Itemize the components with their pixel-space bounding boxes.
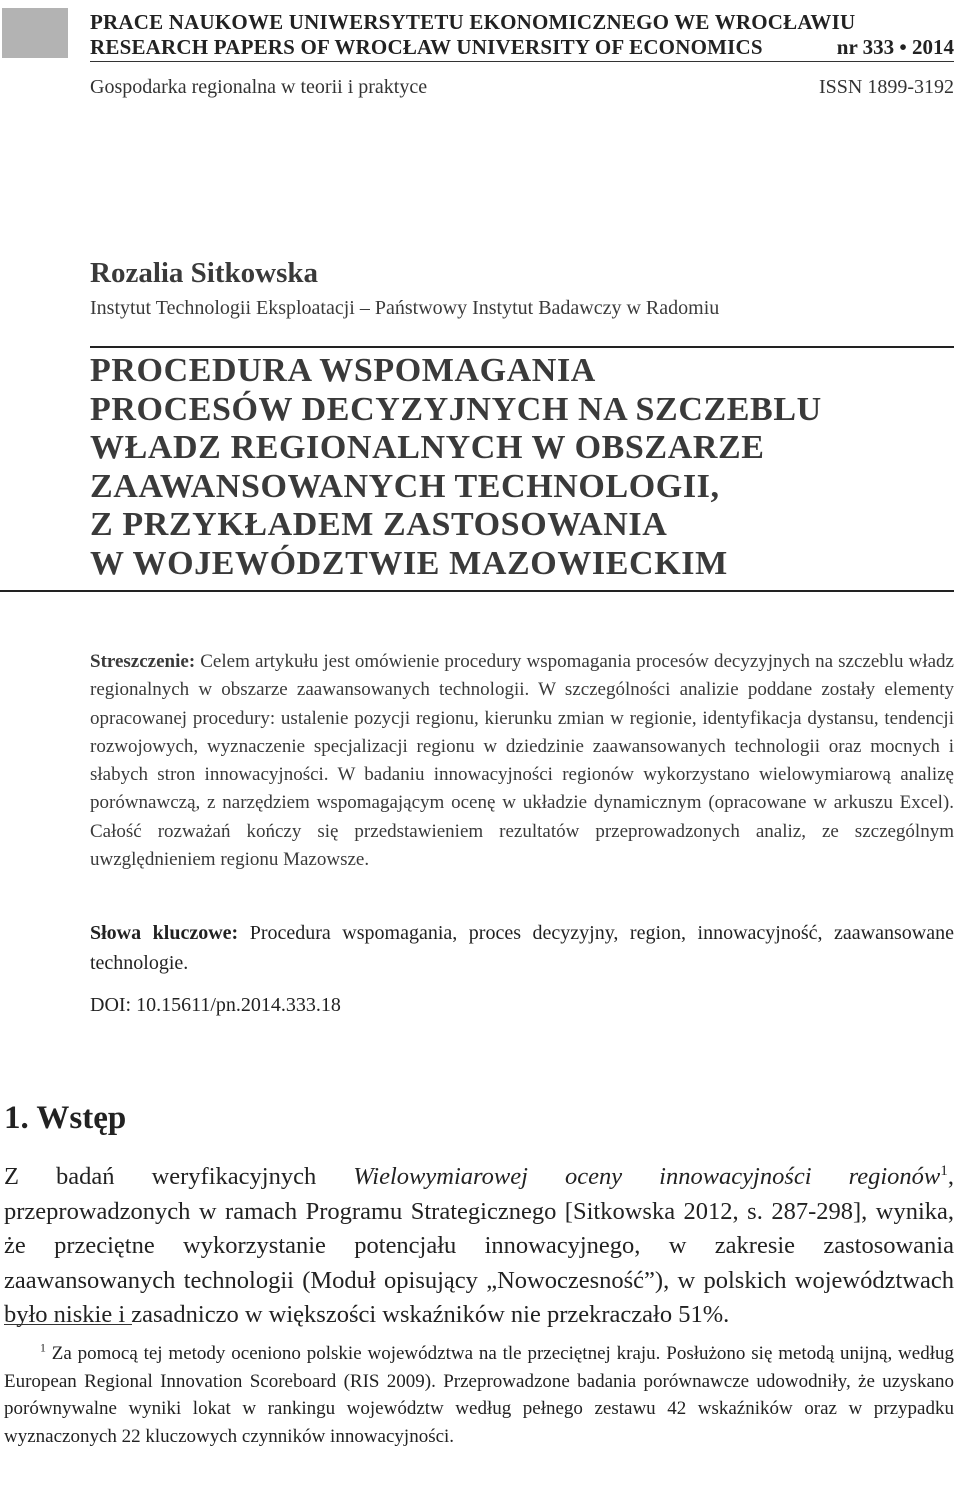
section-heading: 1. Wstęp [4, 1100, 127, 1136]
title-line: PROCEDURA WSPOMAGANIA [90, 352, 596, 389]
keywords [90, 918, 954, 978]
title-line: W WOJEWÓDZTWIE MAZOWIECKIM [90, 544, 728, 582]
keywords-label: Słowa kluczowe: [90, 922, 239, 944]
body-paragraph [4, 1160, 954, 1333]
paper-title [90, 352, 950, 583]
footnote-divider [4, 1324, 132, 1325]
footnote-ref[interactable]: 1 [940, 1161, 948, 1179]
footnote [4, 1340, 954, 1450]
title-line: ZAAWANSOWANYCH TECHNOLOGII, [90, 467, 720, 505]
journal-name-polish: PRACE NAUKOWE UNIWERSYTETU EKONOMICZNEGO WE WROCŁAWIU [90, 10, 856, 34]
keywords-text: Procedura wspomagania, proces decyzyjny, region, innowacyjność, zaawansowane technologie. [90, 922, 954, 974]
abstract [90, 648, 954, 874]
title-rule-bottom [0, 590, 954, 592]
paragraph-italic-title: Wielowymiarowej oceny innowacyjności regionów [353, 1163, 941, 1190]
title-line: PROCESÓW DECYZYJNYCH NA SZCZEBLU [90, 390, 822, 428]
author-affiliation: Instytut Technologii Eksploatacji – Państwowy Instytut Badawczy w Radomiu [90, 297, 720, 319]
doi: DOI: 10.15611/pn.2014.333.18 [90, 994, 341, 1016]
journal-name-english: RESEARCH PAPERS OF WROCŁAW UNIVERSITY OF ECONOMICS [90, 35, 763, 59]
footnote-text: Za pomocą tej metody oceniono polskie województwa na tle przeciętnej kraju. Posłużono się metodą unijną, według European Regional Innovation Scoreboard (RIS 2009). Przeprowadzone badania porównawcze udowodniły, że uzyskano porównywalne wyniki lokat w rankingu województw według pełnego zestawu 42 wskaźników oraz w przypadku wyznaczonych 22 kluczowych czynników innowacyjności. [4, 1343, 954, 1447]
issue-number: nr 333 • 2014 [836, 35, 954, 59]
title-line: WŁADZ REGIONALNYCH W OBSZARZE [90, 429, 765, 466]
header-gray-box [2, 8, 68, 58]
title-line: Z PRZYKŁADEM ZASTOSOWANIA [90, 506, 668, 543]
abstract-text: Celem artykułu jest omówienie procedury wspomagania procesów decyzyjnych na szczeblu władz regionalnych w obszarze zaawansowanych technologii. W szczególności analizie poddane zostały elementy opracowanej procedury: ustalenie pozycji regionu, kierunku zmian w regionie, identyfikacja dystansu, tendencji rozwojowych, wyznaczenie specjalizacji regionu w dziedzinie zaawansowanych technologii oraz mocnych i słabych stron innowacyjności. W badaniu innowacyjności regionów wykorzystano wielowymiarową analizę porównawczą, z narzędziem wspomagającym ocenę w układzie dynamicznym (opracowane w arkuszu Excel). Całość rozważań kończy się przedstawieniem rezultatów przeprowadzonych analiz, ze szczególnym uwzględnieniem regionu Mazowsze. [90, 651, 954, 871]
header-divider [90, 61, 954, 62]
footnote-mark: 1 [40, 1341, 46, 1355]
title-rule-top [90, 346, 954, 348]
paragraph-rest: , przeprowadzonych w ramach Programu Strategicznego [Sitkowska 2012, s. 287-298], wynika, że przeciętne wykorzystanie potencjału innowacyjnego, w zakresie zastosowania zaawansowanych technologii (Moduł opisujący „Nowoczesność”), w polskich województwach było niskie i zasadniczo w większości wskaźników nie przekraczało 51%. [4, 1163, 954, 1328]
series-title: Gospodarka regionalna w teorii i praktyce [90, 76, 428, 98]
author-name: Rozalia Sitkowska [90, 257, 319, 289]
paragraph-start: Z badań weryfikacyjnych [4, 1163, 354, 1190]
abstract-label: Streszczenie: [90, 651, 196, 672]
issn: ISSN 1899-3192 [818, 76, 954, 98]
